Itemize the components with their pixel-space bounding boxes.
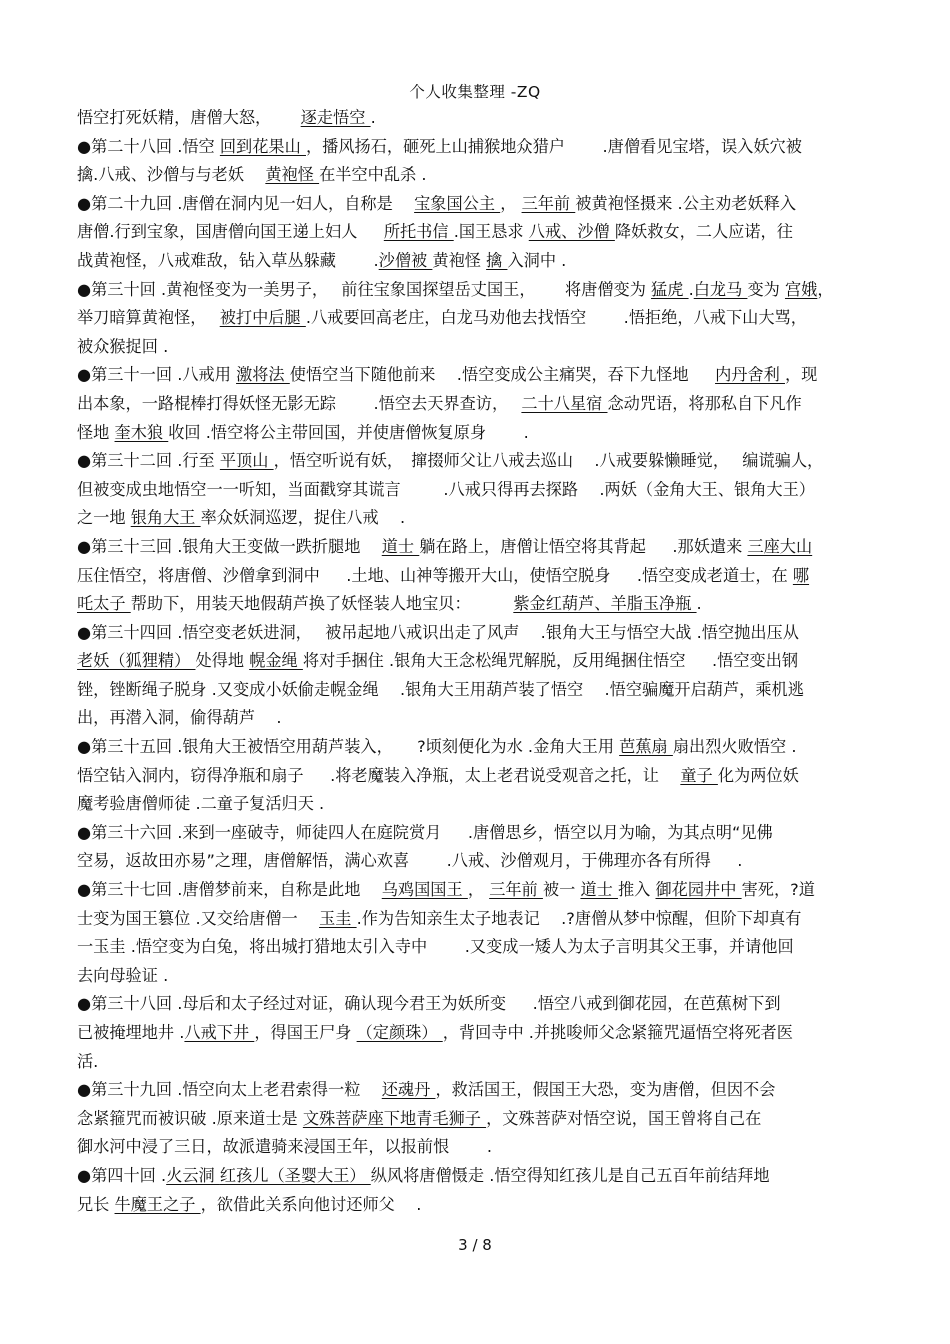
text-segment: ，得国王尸身 — [254, 1023, 357, 1042]
text-line — [77, 390, 877, 419]
underlined-answer: 老妖（狐狸精） — [77, 651, 196, 671]
text-segment: . — [688, 279, 694, 299]
underlined-answer: 平顶山 — [219, 451, 274, 471]
text-segment: 锉，锉断绳子脱身 .又变成小妖偷走幌金绳 .银角大王用葫芦装了悟空 .悟空骗魔开启葫芦，乘机逃 — [77, 679, 804, 699]
text-line — [77, 876, 877, 905]
text-segment: 念紧箍咒而被识破 .原来道士是 — [77, 1108, 303, 1128]
text-line — [77, 1076, 877, 1105]
underlined-answer: 猛虎 — [651, 279, 689, 299]
text-line — [77, 962, 877, 991]
text-segment: 压住悟空，将唐僧、沙僧拿到洞中 .土地、山神等搬开大山，使悟空脱身 .悟空变成老道士，在 — [77, 565, 793, 585]
underlined-answer: 白龙马 — [693, 279, 748, 299]
text-line — [77, 762, 877, 791]
text-segment: 在半空中乱杀 . — [319, 165, 427, 185]
text-line — [77, 1133, 877, 1162]
text-segment: ●第三十九回 .悟空向太上老君索得一粒 — [77, 1080, 382, 1100]
text-line — [77, 1105, 877, 1134]
text-segment: 纵风将唐僧慑走 .悟空得知红孩儿是自己五百年前结拜地 — [370, 1165, 770, 1185]
text-segment: 去向母验证 . — [77, 965, 169, 985]
text-segment: 魔考验唐僧师徒 .二童子复活归天 . — [77, 794, 325, 814]
text-segment: 空易，返故田亦易”之理，唐僧解悟，满心欢喜 .八戒、沙僧观月，于佛理亦各有所得 . — [77, 851, 743, 871]
text-line — [77, 504, 877, 533]
text-line — [77, 819, 877, 848]
text-segment: 士变为国王篡位 .又交给唐僧一 — [77, 908, 320, 928]
text-segment: ●第二十九回 .唐僧在洞内见一妇人，自称是 — [77, 193, 415, 213]
text-line — [77, 333, 877, 362]
text-segment: 降妖救女，二人应诺，往 — [614, 222, 793, 242]
underlined-answer: 幌金绳 — [249, 651, 303, 671]
text-segment: 被众猴捉回 . — [77, 336, 169, 356]
text-line — [77, 847, 877, 876]
text-segment: 躺在路上，唐僧让悟空将其背起 .那妖遣来 — [419, 536, 748, 556]
underlined-answer: 御花园井中 — [655, 880, 742, 900]
text-segment: 被一 — [542, 880, 581, 900]
text-segment: 帮助下，用装天地假葫芦换了妖怪装人地宝贝： — [130, 594, 514, 614]
text-segment: ●第三十一回 .八戒用 — [77, 365, 237, 385]
text-segment: 之一地 — [77, 508, 131, 528]
underlined-answer: 玉圭 — [319, 908, 357, 928]
underlined-answer: 沙僧被 — [378, 250, 433, 270]
underlined-answer: 逐走悟空 — [300, 108, 371, 127]
text-segment: 兄长 — [77, 1194, 115, 1214]
text-segment: ，救活国王，假国王大恐，变为唐僧，但因不会 — [435, 1080, 776, 1100]
text-segment: 擒.八戒、沙僧与与老妖 — [77, 165, 266, 185]
text-segment: 被黄袍怪摄来 .公主劝老妖释入 — [575, 193, 797, 213]
document-body — [77, 104, 877, 1219]
text-line — [77, 361, 877, 390]
text-segment: ，文殊菩萨对悟空说，国王曾将自己在 — [486, 1108, 762, 1128]
text-segment: ●第三十三回 .银角大王变做一跌折腿地 — [77, 536, 382, 556]
underlined-answer: （定颜珠） — [356, 1023, 443, 1042]
text-line — [77, 647, 877, 676]
text-segment: 扇出烈火败悟空 . — [672, 737, 797, 757]
underlined-answer: 八戒、沙僧 — [528, 222, 615, 242]
underlined-answer: 宫娥 — [784, 279, 818, 299]
underlined-answer: 火云洞 — [166, 1165, 220, 1185]
text-segment: 推入 — [617, 880, 656, 900]
text-segment: .作为告知亲生太子地表记 .?唐僧从梦中惊醒，但阶下却真有 — [356, 908, 802, 928]
text-line — [77, 161, 877, 190]
text-line — [77, 247, 877, 276]
text-line — [77, 304, 877, 333]
text-line — [77, 419, 877, 448]
text-segment: 使悟空当下随他前来 .悟空变成公主痛哭，吞下九怪地 — [289, 365, 716, 385]
underlined-answer: 红孩儿（圣婴大王） — [219, 1165, 371, 1185]
text-segment: 出本象，一路棍棒打得妖怪无影无踪 .悟空去天界查访， — [77, 393, 522, 413]
text-segment: 处得地 — [195, 651, 250, 671]
text-line — [77, 447, 877, 476]
text-segment: 怪地 — [77, 422, 115, 442]
text-line — [77, 619, 877, 648]
underlined-answer: 奎木狼 — [114, 422, 169, 442]
text-line — [77, 133, 877, 162]
text-segment: 唐僧.行到宝象，国唐僧向国王递上妇人 — [77, 222, 384, 242]
underlined-answer: 紫金红葫芦、羊脂玉净瓶 — [513, 594, 697, 614]
underlined-answer: 宝象国公主 — [414, 193, 501, 213]
underlined-answer: 八戒下井 — [184, 1023, 255, 1042]
underlined-answer: 被打中后腿 — [219, 308, 306, 328]
text-segment: 举刀暗算黄袍怪， — [77, 308, 220, 328]
text-segment: ●第四十回 . — [77, 1165, 167, 1185]
underlined-answer: 回到花果山 — [219, 136, 306, 156]
text-line — [77, 218, 877, 247]
text-segment: ●第三十八回 .母后和太子经过对证，确认现今君王为妖所变 .悟空八戒到御花园，在芭蕉树下到 — [77, 994, 781, 1014]
underlined-answer: 道士 — [580, 880, 618, 900]
text-line — [77, 905, 877, 934]
underlined-answer: 三座大山 — [747, 536, 813, 556]
text-line — [77, 704, 877, 733]
text-segment: ， — [467, 880, 490, 900]
text-segment: 收回 .悟空将公主带回国，并使唐僧恢复原身 . — [168, 422, 529, 442]
text-segment: ●第三十五回 .银角大王被悟空用葫芦装入， ?顷刻便化为水 .金角大王用 — [77, 737, 620, 757]
text-line — [77, 1162, 877, 1191]
text-line — [77, 476, 877, 505]
text-segment: 变为 — [747, 279, 785, 299]
text-segment: 已被掩埋地井 . — [77, 1023, 185, 1042]
text-segment: 黄袍怪 — [432, 250, 487, 270]
text-segment: 御水河中浸了三日，故派遣骑来浸国王年，以报前恨 . — [77, 1137, 492, 1157]
text-line — [77, 733, 877, 762]
text-segment: ，背回寺中 .并挑唆师父念紧箍咒逼悟空将死者医 — [442, 1023, 793, 1042]
text-segment: ●第二十八回 .悟空 — [77, 136, 220, 156]
text-segment: ， — [817, 279, 834, 299]
text-segment: ●第三十四回 .悟空变老妖进洞， 被吊起地八戒识出走了风声 .银角大王与悟空大战 .悟空抛出压从 — [77, 622, 799, 642]
underlined-answer: 哪 — [792, 565, 810, 585]
underlined-answer: 吒太子 — [77, 594, 131, 614]
underlined-answer: 乌鸡国国王 — [381, 880, 468, 900]
text-segment: 化为两位妖 — [717, 765, 799, 785]
text-line — [77, 1191, 877, 1220]
underlined-answer: 内丹舍利 — [715, 365, 785, 385]
underlined-answer: 擒 — [486, 250, 508, 270]
underlined-answer: 银角大王 — [130, 508, 201, 528]
underlined-answer: 黄袍怪 — [265, 165, 320, 185]
text-line — [77, 1019, 877, 1048]
underlined-answer: 二十八星宿 — [521, 393, 608, 413]
text-segment: 将对手捆住 .银角大王念松绳咒解脱，反用绳捆住悟空 .悟空变出钢 — [302, 651, 799, 671]
text-line — [77, 933, 877, 962]
underlined-answer: 道士 — [381, 536, 420, 556]
underlined-answer: 童子 — [680, 765, 718, 785]
text-segment: ，悟空听说有妖， 撺掇师父让八戒去巡山 .八戒要躲懒睡觉， 编谎骗人， — [273, 451, 824, 471]
page-header: 个人收集整理 -ZQ — [409, 83, 541, 101]
underlined-answer: 还魂丹 — [381, 1080, 436, 1100]
text-segment: 一玉圭 .悟空变为白兔，将出城打猎地太引入寺中 .又变成一矮人为太子言明其父王事，并请他回 — [77, 937, 794, 957]
text-line — [77, 562, 877, 591]
underlined-answer: 文殊菩萨座下地青毛狮子 — [302, 1108, 487, 1128]
text-line — [77, 790, 877, 819]
text-segment: 出，再潜入洞，偷得葫芦 . — [77, 708, 282, 728]
text-line — [77, 590, 877, 619]
text-segment: 入洞中 . — [507, 250, 567, 270]
text-segment: ●第三十回 .黄袍怪变为一美男子， 前往宝象国探望岳丈国王， 将唐僧变为 — [77, 279, 652, 299]
text-segment: .八戒要回高老庄，白龙马劝他去找悟空 .悟拒绝，八戒下山大骂， — [305, 308, 807, 328]
underlined-answer: 三年前 — [489, 880, 543, 900]
text-segment: ，现 — [784, 365, 818, 385]
text-segment: . — [696, 594, 702, 614]
text-segment: ●第三十七回 .唐僧梦前来，自称是此地 — [77, 880, 382, 900]
text-line — [77, 990, 877, 1019]
text-line — [77, 676, 877, 705]
text-segment: ，欲借此关系向他讨还师父 . — [200, 1194, 422, 1214]
text-segment: ，播风扬石，砸死上山捕猴地众猎户 .唐僧看见宝塔，误入妖穴被 — [305, 136, 802, 156]
text-segment: 悟空钻入洞内，窃得净瓶和扇子 .将老魔装入净瓶，太上老君说受观音之托，让 — [77, 765, 681, 785]
underlined-answer: 三年前 — [521, 193, 576, 213]
underlined-answer: 激将法 — [236, 365, 290, 385]
text-segment: 率众妖洞巡逻，捉住八戒 . — [200, 508, 406, 528]
underlined-answer: 牛魔王之子 — [114, 1194, 201, 1214]
text-segment: ●第三十二回 .行至 — [77, 451, 220, 471]
text-segment: 活. — [77, 1051, 99, 1071]
text-line — [77, 533, 877, 562]
text-segment: 害死，?道 — [741, 880, 815, 900]
text-line — [77, 104, 877, 133]
text-segment: 战黄袍怪，八戒难敌，钻入草丛躲藏 . — [77, 250, 379, 270]
text-line — [77, 1048, 877, 1077]
underlined-answer: 所托书信 — [383, 222, 454, 242]
text-segment: 但被变成虫地悟空一一听知，当面戳穿其谎言 .八戒只得再去探路 .两妖（金角大王、银角大王） — [77, 479, 815, 499]
text-line — [77, 276, 877, 305]
page-number: 3 / 8 — [458, 1236, 492, 1254]
underlined-answer: 芭蕉扇 — [619, 737, 673, 757]
text-segment: 念动咒语，将那私自下凡作 — [607, 393, 802, 413]
text-segment: .国王恳求 — [453, 222, 529, 242]
text-segment: 悟空打死妖精，唐僧大怒， — [77, 108, 301, 127]
text-line — [77, 190, 877, 219]
text-segment: ， — [500, 193, 522, 213]
text-segment: ●第三十六回 .来到一座破寺，师徒四人在庭院赏月 .唐僧思乡，悟空以月为喻，为其点明“见佛 — [77, 822, 773, 842]
text-segment: . — [370, 108, 376, 127]
